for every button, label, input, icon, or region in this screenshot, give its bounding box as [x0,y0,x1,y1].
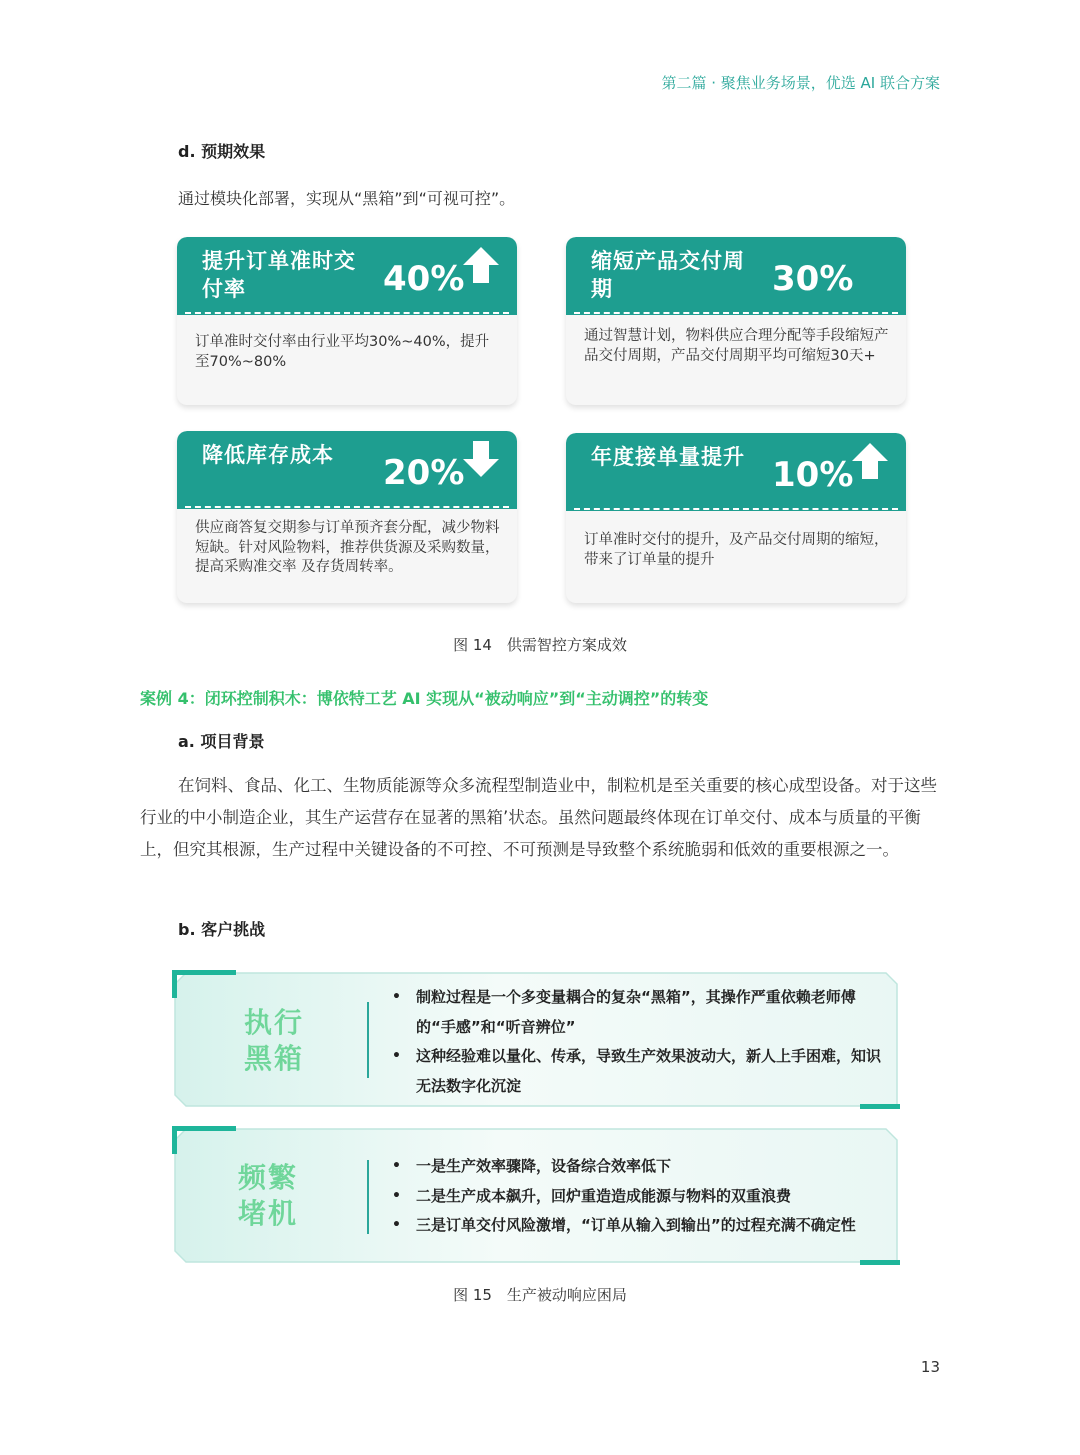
challenge-bullets [392,983,890,1101]
result-card-order-volume [566,433,906,603]
challenge-panel-black-box [172,970,900,1110]
section-b-heading: b. 客户挑战 [178,920,266,939]
arrow-up-icon [850,441,890,481]
list-item: • 制粒过程是一个多变量耦合的复杂“黑箱”，其操作严重依赖老师傅的“手感”和“听音辨位” [392,988,856,1036]
figure-14-caption: 图 14 供需智控方案成效 [453,636,627,654]
challenge-label: 执行黑箱 [243,1006,304,1075]
card-percent: 20% [383,453,465,493]
challenge-label: 频繁堵机 [237,1161,298,1230]
result-card-cycle-time [566,237,906,405]
card-desc: 通过智慧计划，物料供应合理分配等手段缩短产品交付周期，产品交付周期平均可缩短30天+ [584,328,889,364]
page-number: 13 [920,1358,940,1376]
arrow-down-icon [461,439,501,479]
card-desc: 订单准时交付的提升，及产品交付周期的缩短，带来了订单量的提升 [584,532,889,568]
section-d-heading: d. 预期效果 [178,142,266,161]
section-a-paragraph [140,770,942,866]
arrow-up-icon [461,245,501,285]
figure-15-caption: 图 15 生产被动响应困局 [453,1286,627,1304]
list-item: • 一是生产效率骤降，设备综合效率低下 [392,1157,672,1175]
section-d-intro: 通过模块化部署，实现从“黑箱”到“可视可控”。 [178,189,516,208]
card-title: 提升订单准时交付率 [202,249,356,301]
list-item: • 这种经验难以量化、传承，导致生产效果波动大，新人上手困难，知识无法数字化沉淀 [392,1047,882,1095]
running-header: 第二篇 · 聚焦业务场景，优选 AI 联合方案 [661,74,940,92]
card-desc: 供应商答复交期参与订单预齐套分配，减少物料短缺。针对风险物料，推荐供货源及采购数量，提高采购准交率 及存货周转率。 [195,520,500,575]
card-title: 年度接单量提升 [591,445,745,469]
card-percent: 10% [772,455,854,495]
list-item: • 三是订单交付风险激增，“订单从输入到输出”的过程充满不确定性 [392,1216,856,1234]
result-card-inventory-cost [177,431,517,603]
result-card-delivery-rate [177,237,517,405]
challenge-panel-jams [172,1126,900,1266]
paragraph-text: 在饲料、食品、化工、生物质能源等众多流程型制造业中，制粒机是至关重要的核心成型设备。对于这些行业的中小制造企业，其生产运营存在显著的黑箱’状态。虽然问题最终体现在订单交付、成本与质量的平衡上，但究其根源，生产过程中关键设备的不可控、不可预测是导致整个系统脆弱和低效的重要根源之一。 [140,776,937,859]
list-item: • 二是生产成本飙升，回炉重造造成能源与物料的双重浪费 [392,1186,792,1205]
card-percent: 40% [383,259,465,299]
challenge-bullets [392,1152,890,1241]
card-title: 降低库存成本 [202,443,334,467]
card-percent: 30% [772,259,854,299]
card-title: 缩短产品交付周期 [591,249,745,301]
section-a-heading: a. 项目背景 [178,732,265,751]
case-4-title: 案例 4：闭环控制积木：博依特工艺 AI 实现从“被动响应”到“主动调控”的转变 [140,689,709,708]
card-desc: 订单准时交付率由行业平均30%~40%，提升至70%~80% [195,334,490,370]
